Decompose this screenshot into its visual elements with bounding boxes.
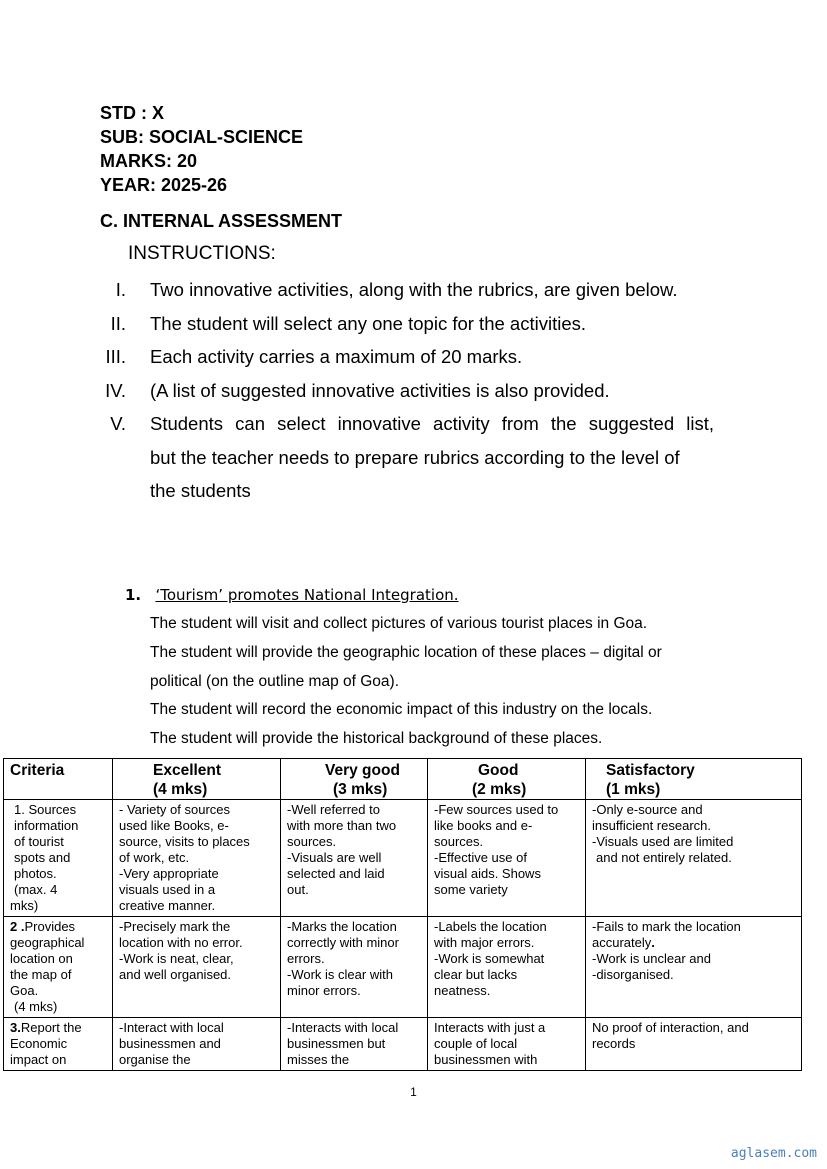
cell-line: errors.: [287, 951, 325, 966]
good-cell: [428, 1018, 586, 1071]
cell-line: selected and laid: [287, 866, 385, 881]
cell-line: -Interacts with local: [287, 1020, 399, 1035]
cell-line: with more than two: [287, 818, 397, 833]
header-label: Very good: [325, 762, 400, 779]
cell-line: misses the: [287, 1052, 350, 1067]
good-cell: [428, 917, 586, 1018]
cell-line: -Interact with local: [119, 1020, 224, 1035]
cell-line: sources.: [287, 834, 337, 849]
cell-line: -Marks the location: [287, 919, 397, 934]
cell-line: -Visuals are well: [287, 850, 382, 865]
header-label: Good: [478, 762, 519, 779]
cell-line: -Fails to mark the location: [592, 919, 741, 934]
cell-line: some variety: [434, 882, 508, 897]
criteria-number: 2 .: [10, 919, 25, 934]
rubric-row: [4, 1018, 802, 1071]
activity-line: The student will provide the historical background of these places.: [150, 730, 603, 747]
cell-line: location with no error.: [119, 935, 243, 950]
cell-line: 1. Sources: [14, 802, 77, 817]
very-good-cell: [281, 1018, 428, 1071]
cell-line: like books and e-: [434, 818, 533, 833]
cell-line: No proof of interaction, and: [592, 1020, 749, 1035]
cell-line: Goa.: [10, 983, 39, 998]
cell-line: accurately: [592, 935, 652, 950]
cell-line: (max. 4: [14, 882, 58, 897]
instruction-text: (A list of suggested innovative activities is also provided.: [150, 380, 610, 401]
criteria-cell: [4, 917, 113, 1018]
cell-line: creative manner.: [119, 898, 216, 913]
instruction-number: IV.: [105, 380, 126, 401]
cell-line: minor errors.: [287, 983, 361, 998]
cell-line: mks): [10, 898, 39, 913]
cell-line: Provides: [24, 919, 76, 934]
cell-line: Economic: [10, 1036, 68, 1051]
criteria-cell: [4, 1018, 113, 1071]
instruction-text: Two innovative activities, along with the rubrics, are given below.: [150, 279, 678, 300]
header-marks: (4 mks): [153, 781, 208, 798]
cell-line: (4 mks): [14, 999, 58, 1014]
satisfactory-cell: [586, 1018, 802, 1071]
cell-line: insufficient research.: [592, 818, 711, 833]
cell-line: and not entirely related.: [596, 850, 732, 865]
cell-line: sources.: [434, 834, 484, 849]
cell-line: couple of local: [434, 1036, 518, 1051]
rubric-row: [4, 917, 802, 1018]
header-label: Satisfactory: [606, 762, 695, 779]
cell-line: visual aids. Shows: [434, 866, 541, 881]
header-marks: (3 mks): [333, 781, 388, 798]
rubric-row: [4, 800, 802, 917]
good-cell: [428, 800, 586, 917]
cell-line: -Labels the location: [434, 919, 547, 934]
section-title: C. INTERNAL ASSESSMENT: [100, 211, 343, 231]
instruction-number: II.: [110, 313, 126, 334]
cell-line: Report the: [20, 1020, 82, 1035]
header-satisfactory: [586, 759, 802, 800]
cell-line: -Effective use of: [434, 850, 527, 865]
activity-line: political (on the outline map of Goa).: [150, 673, 399, 690]
cell-line: -Only e-source and: [592, 802, 703, 817]
very-good-cell: [281, 917, 428, 1018]
rubric-table: [3, 758, 802, 1071]
satisfactory-cell: [586, 917, 802, 1018]
rubric-header-row: [4, 759, 802, 800]
cell-line: with major errors.: [434, 935, 535, 950]
header-excellent: [113, 759, 281, 800]
marks-label: MARKS: 20: [100, 151, 198, 171]
cell-line: organise the: [119, 1052, 191, 1067]
cell-line: used like Books, e-: [119, 818, 229, 833]
cell-line: businessmen with: [434, 1052, 538, 1067]
criteria-number: 3.: [10, 1020, 21, 1035]
cell-line: impact on: [10, 1052, 67, 1067]
instruction-number: I.: [115, 279, 126, 300]
watermark-link[interactable]: aglasem.com: [730, 1146, 817, 1161]
cell-period: .: [651, 935, 655, 950]
excellent-cell: [113, 1018, 281, 1071]
activity-line: The student will provide the geographic location of these places – digital or: [150, 644, 662, 661]
cell-line: neatness.: [434, 983, 491, 998]
satisfactory-cell: [586, 800, 802, 917]
activity-line: The student will visit and collect pictures of various tourist places in Goa.: [150, 615, 648, 632]
activity-title-text: ‘Tourism’ promotes National Integration.: [155, 586, 459, 604]
header-criteria: [4, 759, 113, 800]
instructions-heading: INSTRUCTIONS:: [128, 243, 276, 264]
subject-label: SUB: SOCIAL-SCIENCE: [100, 127, 304, 147]
year-label: YEAR: 2025-26: [100, 175, 228, 195]
cell-line: out.: [287, 882, 309, 897]
header-very-good: [281, 759, 428, 800]
cell-line: -Precisely mark the: [119, 919, 231, 934]
cell-line: spots and: [14, 850, 71, 865]
instruction-text-continued: the students: [150, 480, 251, 501]
cell-line: information: [14, 818, 79, 833]
cell-line: of work, etc.: [119, 850, 190, 865]
cell-line: -Visuals used are limited: [592, 834, 734, 849]
cell-line: photos.: [14, 866, 57, 881]
cell-line: -Few sources used to: [434, 802, 559, 817]
cell-line: -disorganised.: [592, 967, 674, 982]
cell-line: businessmen and: [119, 1036, 221, 1051]
instruction-text-continued: but the teacher needs to prepare rubrics according to the level of: [150, 447, 680, 468]
cell-line: records: [592, 1036, 636, 1051]
activity-title: [125, 586, 459, 604]
cell-line: businessmen but: [287, 1036, 386, 1051]
cell-line: visuals used in a: [119, 882, 216, 897]
instruction-text: The student will select any one topic for the activities.: [150, 313, 586, 334]
header-marks: (1 mks): [606, 781, 661, 798]
cell-line: Interacts with just a: [434, 1020, 546, 1035]
excellent-cell: [113, 800, 281, 917]
cell-line: -Work is clear with: [287, 967, 393, 982]
header-label: Excellent: [153, 762, 222, 779]
very-good-cell: [281, 800, 428, 917]
criteria-cell: [4, 800, 113, 917]
cell-line: -Work is neat, clear,: [119, 951, 234, 966]
page-number: 1: [410, 1085, 417, 1099]
instruction-text: Students can select innovative activity from the suggested list,: [150, 413, 714, 434]
cell-line: of tourist: [14, 834, 64, 849]
header-label: Criteria: [10, 762, 65, 779]
cell-line: -Very appropriate: [119, 866, 219, 881]
cell-line: location on: [10, 951, 73, 966]
cell-line: and well organised.: [119, 967, 232, 982]
instruction-number: III.: [105, 346, 126, 367]
excellent-cell: [113, 917, 281, 1018]
cell-line: - Variety of sources: [119, 802, 231, 817]
cell-line: clear but lacks: [434, 967, 518, 982]
header-marks: (2 mks): [472, 781, 527, 798]
header-good: [428, 759, 586, 800]
cell-line: -Work is somewhat: [434, 951, 545, 966]
instruction-text: Each activity carries a maximum of 20 marks.: [150, 346, 523, 367]
activity-number: 1.: [125, 586, 142, 604]
std-label: STD : X: [100, 103, 165, 123]
cell-line: geographical: [10, 935, 85, 950]
instruction-number: V.: [110, 413, 126, 434]
cell-line: the map of: [10, 967, 72, 982]
cell-line: correctly with minor: [287, 935, 399, 950]
cell-line: source, visits to places: [119, 834, 250, 849]
cell-line: -Well referred to: [287, 802, 380, 817]
cell-line: -Work is unclear and: [592, 951, 711, 966]
activity-line: The student will record the economic impact of this industry on the locals.: [150, 701, 653, 718]
